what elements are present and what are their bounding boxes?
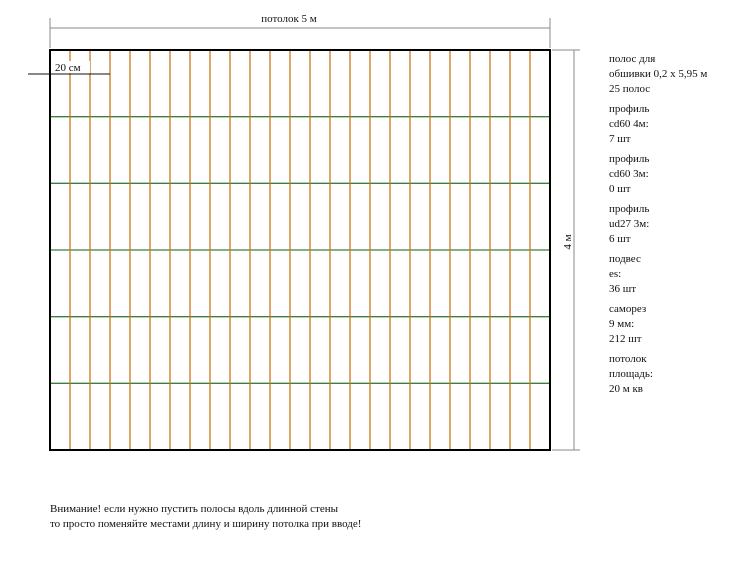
profile-lines bbox=[50, 117, 550, 384]
summary-item bbox=[609, 302, 734, 347]
summary-item bbox=[609, 152, 734, 197]
summary-line: саморез bbox=[609, 303, 647, 315]
note-line-2: то просто поменяйте местами длину и ширину потолка при вводе! bbox=[50, 518, 362, 530]
summary-line: es: bbox=[609, 268, 622, 280]
summary-item bbox=[609, 202, 734, 247]
summary-line: 6 шт bbox=[609, 233, 631, 245]
materials-summary bbox=[609, 52, 734, 402]
summary-line: 20 м кв bbox=[609, 383, 643, 395]
summary-line: полос для bbox=[609, 53, 656, 65]
summary-line: 25 полос bbox=[609, 83, 651, 95]
strip-width-label: 20 см bbox=[55, 62, 81, 74]
summary-line: cd60 4м: bbox=[609, 118, 649, 130]
summary-line: потолок bbox=[609, 353, 647, 365]
summary-line: 9 мм: bbox=[609, 318, 635, 330]
summary-item bbox=[609, 252, 734, 297]
summary-line: профиль bbox=[609, 153, 650, 165]
summary-item bbox=[609, 352, 734, 397]
summary-line: 212 шт bbox=[609, 333, 642, 345]
summary-item bbox=[609, 52, 734, 97]
ceiling-length-label: 4 м bbox=[562, 234, 574, 250]
summary-line: 7 шт bbox=[609, 133, 631, 145]
summary-line: 36 шт bbox=[609, 283, 637, 295]
summary-item bbox=[609, 102, 734, 147]
ceiling-width-label: потолок 5 м bbox=[261, 13, 317, 25]
summary-line: ud27 3м: bbox=[609, 218, 650, 230]
note-line-1: Внимание! если нужно пустить полосы вдоль длинной стены bbox=[50, 503, 339, 515]
note bbox=[50, 502, 361, 532]
summary-line: подвес bbox=[609, 253, 641, 265]
summary-line: площадь: bbox=[609, 368, 653, 380]
summary-line: обшивки 0,2 х 5,95 м bbox=[609, 68, 708, 80]
summary-line: профиль bbox=[609, 103, 650, 115]
summary-line: профиль bbox=[609, 203, 650, 215]
summary-line: 0 шт bbox=[609, 183, 631, 195]
summary-line: cd60 3м: bbox=[609, 168, 649, 180]
